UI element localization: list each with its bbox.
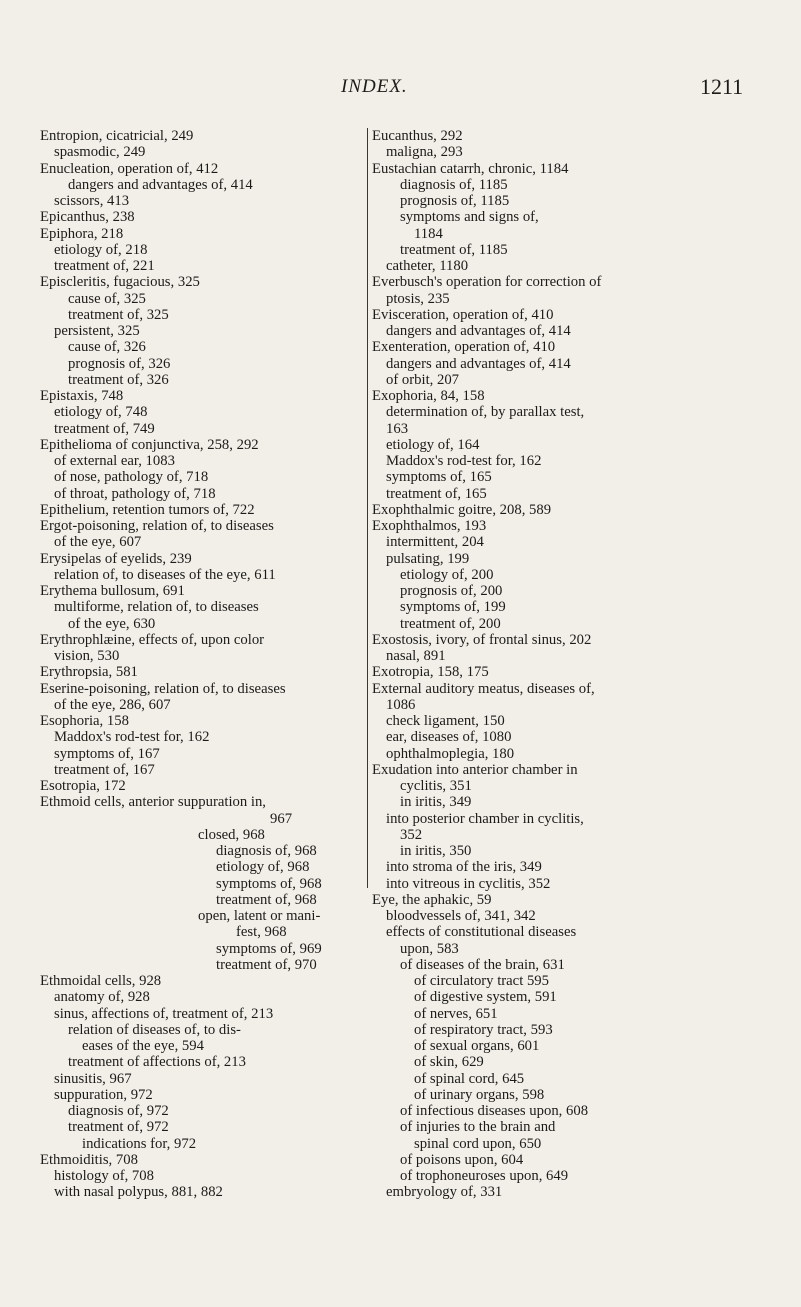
- index-entry: symptoms of, 199: [400, 599, 506, 616]
- index-entry: diagnosis of, 972: [68, 1103, 169, 1119]
- index-entry: persistent, 325: [54, 323, 140, 339]
- index-entry: Maddox's rod-test for, 162: [386, 453, 542, 469]
- index-column-right: [372, 128, 756, 1201]
- index-entry: Exophthalmic goitre, 208, 589: [372, 501, 552, 518]
- index-entry: treatment of affections of, 213: [68, 1054, 246, 1071]
- index-entry: upon, 583: [400, 940, 459, 957]
- index-entry: etiology of, 200: [400, 566, 494, 583]
- index-entry: etiology of, 218: [54, 241, 148, 258]
- index-entry: 967: [270, 810, 293, 827]
- index-entry: bloodvessels of, 341, 342: [386, 908, 536, 924]
- index-entry: in iritis, 349: [400, 794, 472, 811]
- page-title: INDEX.: [341, 76, 408, 97]
- index-entry: eases of the eye, 594: [82, 1038, 204, 1054]
- index-entry: nasal, 891: [386, 648, 446, 664]
- index-entry: Esophoria, 158: [40, 713, 129, 729]
- index-entry: Esotropia, 172: [40, 778, 126, 794]
- index-entry: of injuries to the brain and: [400, 1119, 556, 1136]
- index-entry: Exostosis, ivory, of frontal sinus, 202: [372, 631, 592, 648]
- index-entry: Erysipelas of eyelids, 239: [40, 550, 192, 567]
- index-entry: of the eye, 607: [54, 534, 142, 551]
- index-entry: fest, 968: [236, 924, 287, 941]
- index-entry: Enucleation, operation of, 412: [40, 160, 219, 177]
- index-entry: treatment of, 165: [386, 485, 487, 502]
- index-entry: closed, 968: [198, 826, 265, 843]
- index-entry: Ethmoid cells, anterior suppuration in,: [40, 794, 266, 811]
- index-entry: Ergot-poisoning, relation of, to diseases: [40, 518, 274, 534]
- index-entry: Exophoria, 84, 158: [372, 388, 485, 404]
- index-entry: Ethmoiditis, 708: [40, 1151, 138, 1168]
- index-entry: with nasal polypus, 881, 882: [54, 1184, 223, 1201]
- index-entry: dangers and advantages of, 414: [386, 323, 571, 339]
- index-entry: relation of diseases of, to dis-: [68, 1021, 241, 1038]
- index-entry: Eserine-poisoning, relation of, to diseases: [40, 680, 286, 697]
- index-entry: treatment of, 200: [400, 615, 501, 632]
- index-entry: Evisceration, operation of, 410: [372, 306, 554, 323]
- index-entry: treatment of, 968: [216, 891, 317, 908]
- index-entry: of poisons upon, 604: [400, 1151, 524, 1168]
- index-entry: anatomy of, 928: [54, 989, 150, 1006]
- index-entry: cause of, 325: [68, 290, 146, 307]
- index-entry: symptoms and signs of,: [400, 209, 539, 226]
- index-entry: into stroma of the iris, 349: [386, 859, 542, 876]
- index-entry: Ethmoidal cells, 928: [40, 973, 162, 989]
- index-entry: Episcleritis, fugacious, 325: [40, 274, 200, 291]
- index-entry: of throat, pathology of, 718: [54, 485, 216, 502]
- index-entry: 1184: [414, 225, 443, 242]
- index-entry: 163: [386, 420, 409, 437]
- index-entry: 352: [400, 826, 423, 843]
- index-entry: treatment of, 326: [68, 371, 169, 388]
- index-column-left: [40, 128, 366, 1201]
- index-entry: check ligament, 150: [386, 713, 505, 729]
- index-entry: etiology of, 164: [386, 436, 480, 453]
- index-entry: embryology of, 331: [386, 1184, 503, 1201]
- index-entry: open, latent or mani-: [198, 908, 321, 924]
- index-entry: of skin, 629: [414, 1054, 484, 1071]
- index-entry: of respiratory tract, 593: [414, 1021, 553, 1038]
- index-entry: treatment of, 972: [68, 1119, 169, 1136]
- index-entry: spasmodic, 249: [54, 144, 146, 161]
- index-entry: histology of, 708: [54, 1168, 154, 1184]
- page-number: 1211: [700, 74, 744, 99]
- index-entry: of sexual organs, 601: [414, 1038, 540, 1054]
- index-entry: ear, diseases of, 1080: [386, 729, 512, 746]
- index-entry: treatment of, 325: [68, 306, 169, 323]
- index-entry: cause of, 326: [68, 339, 146, 356]
- index-entry: ptosis, 235: [386, 290, 450, 307]
- index-entry: of the eye, 630: [68, 615, 156, 632]
- index-entry: of nose, pathology of, 718: [54, 469, 209, 486]
- index-entry: multiforme, relation of, to diseases: [54, 599, 259, 616]
- index-entry: etiology of, 968: [216, 859, 310, 876]
- index-entry: relation of, to diseases of the eye, 611: [54, 566, 276, 583]
- index-entry: Epiphora, 218: [40, 225, 124, 242]
- index-entry: Exophthalmos, 193: [372, 518, 487, 534]
- index-entry: Entropion, cicatricial, 249: [40, 128, 194, 144]
- index-entry: in iritis, 350: [400, 843, 472, 859]
- index-entry: pulsating, 199: [386, 550, 470, 567]
- index-entry: intermittent, 204: [386, 534, 484, 551]
- index-entry: treatment of, 167: [54, 761, 155, 778]
- index-entry: Epithelioma of conjunctiva, 258, 292: [40, 436, 259, 453]
- index-entry: of circulatory tract 595: [414, 973, 549, 989]
- column-divider: [367, 128, 368, 888]
- index-entry: cyclitis, 351: [400, 778, 472, 794]
- index-entry: etiology of, 748: [54, 404, 148, 421]
- index-entry: of diseases of the brain, 631: [400, 956, 565, 973]
- index-entry: Erythema bullosum, 691: [40, 583, 185, 599]
- index-entry: scissors, 413: [54, 193, 130, 209]
- index-entry: into vitreous in cyclitis, 352: [386, 875, 551, 892]
- index-entry: maligna, 293: [386, 144, 463, 161]
- index-entry: of orbit, 207: [386, 371, 460, 388]
- index-entry: Maddox's rod-test for, 162: [54, 729, 210, 746]
- index-entry: symptoms of, 167: [54, 745, 160, 762]
- index-entry: Epithelium, retention tumors of, 722: [40, 501, 255, 518]
- index-entry: Erythropsia, 581: [40, 664, 138, 681]
- running-header: [0, 76, 801, 106]
- index-entry: of nerves, 651: [414, 1005, 498, 1022]
- index-entry: of the eye, 286, 607: [54, 696, 171, 713]
- index-entry: of trophoneuroses upon, 649: [400, 1168, 569, 1184]
- index-entry: Exotropia, 158, 175: [372, 664, 489, 681]
- index-entry: Eustachian catarrh, chronic, 1184: [372, 160, 569, 177]
- index-entry: into posterior chamber in cyclitis,: [386, 810, 584, 827]
- index-entry: of digestive system, 591: [414, 989, 557, 1006]
- index-entry: symptoms of, 969: [216, 940, 322, 957]
- index-entry: of spinal cord, 645: [414, 1070, 525, 1087]
- index-entry: suppuration, 972: [54, 1086, 153, 1103]
- index-entry: effects of constitutional diseases: [386, 924, 577, 941]
- index-entry: ophthalmoplegia, 180: [386, 745, 515, 762]
- index-entry: sinus, affections of, treatment of, 213: [54, 1005, 274, 1022]
- index-entry: sinusitis, 967: [54, 1070, 132, 1087]
- index-entry: Eye, the aphakic, 59: [372, 891, 492, 908]
- index-entry: Exenteration, operation of, 410: [372, 339, 556, 356]
- index-entry: prognosis of, 326: [68, 355, 171, 372]
- index-entry: Epicanthus, 238: [40, 209, 135, 226]
- index-entry: diagnosis of, 1185: [400, 176, 508, 193]
- index-entry: treatment of, 970: [216, 956, 317, 973]
- index-entry: vision, 530: [54, 648, 120, 664]
- index-entry: Exudation into anterior chamber in: [372, 761, 578, 778]
- index-entry: treatment of, 221: [54, 258, 155, 274]
- index-entry: of urinary organs, 598: [414, 1086, 545, 1103]
- index-entry: treatment of, 1185: [400, 241, 508, 258]
- index-entry: Everbusch's operation for correction of: [372, 274, 602, 291]
- index-entry: symptoms of, 968: [216, 875, 322, 892]
- index-entry: 1086: [386, 696, 416, 713]
- index-entry: External auditory meatus, diseases of,: [372, 680, 595, 697]
- index-entry: Epistaxis, 748: [40, 388, 124, 404]
- index-entry: symptoms of, 165: [386, 469, 492, 486]
- index-entry: indications for, 972: [82, 1135, 197, 1152]
- index-entry: spinal cord upon, 650: [414, 1135, 542, 1152]
- index-entry: prognosis of, 200: [400, 583, 503, 599]
- index-entry: Erythrophlæine, effects of, upon color: [40, 631, 265, 648]
- index-entry: dangers and advantages of, 414: [68, 176, 253, 193]
- index-entry: treatment of, 749: [54, 420, 155, 437]
- index-entry: of external ear, 1083: [54, 453, 175, 469]
- index-entry: prognosis of, 1185: [400, 193, 510, 209]
- index-entry: of infectious diseases upon, 608: [400, 1103, 589, 1119]
- index-entry: Eucanthus, 292: [372, 128, 463, 144]
- index-entry: determination of, by parallax test,: [386, 404, 585, 421]
- index-entry: diagnosis of, 968: [216, 843, 317, 859]
- index-entry: catheter, 1180: [386, 258, 469, 274]
- index-entry: dangers and advantages of, 414: [386, 355, 571, 372]
